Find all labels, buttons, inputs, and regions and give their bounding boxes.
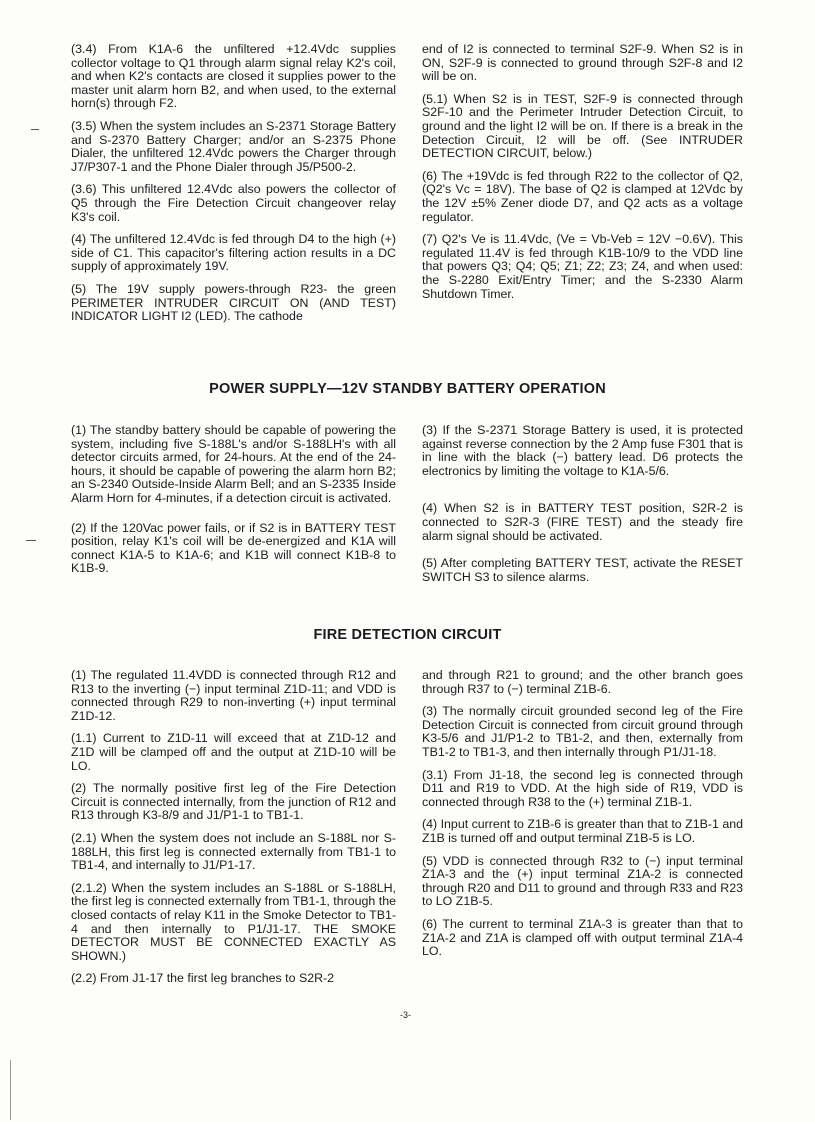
paragraph: (7) Q2's Ve is 11.4Vdc, (Ve = Vb-Veb = 12V −0.6V). This regulated 11.4V is fed through K1B-10/9 to the VDD line that powers Q3; Q4; Q5; Z1; Z2; Z3; Z4, and when used: the S-2280 Exit/Entry Timer; and the S-2330 Alarm Shutdown Timer.: [422, 232, 743, 301]
scan-mark: [31, 129, 39, 130]
paragraph: (3) The normally circuit grounded second leg of the Fire Detection Circuit is connected from circuit ground through K3-5/6 and J1/P1-2 to TB1-2, and then, externally from TB1-2 to TB1-3, and then internally through P1/J1-18.: [422, 704, 743, 759]
paragraph: (3.4) From K1A-6 the unfiltered +12.4Vdc supplies collector voltage to Q1 through alarm signal relay K2's coil, and when K2's contacts are closed it supplies power to the master unit alarm horn B2, and when used, to the external horn(s) through F2.: [71, 42, 396, 111]
paragraph: (2.2) From J1-17 the first leg branches to S2R-2: [71, 971, 335, 986]
paragraph: end of I2 is connected to terminal S2F-9. When S2 is in ON, S2F-9 is connected to ground through S2F-8 and I2 will be on.: [422, 42, 743, 84]
page-number: -3-: [400, 1010, 411, 1020]
paragraph: (5) VDD is connected through R32 to (−) input terminal Z1A-3 and the (+) input terminal Z1A-2 is connected through R20 and D11 to ground and through R33 and R23 to LO Z1B-5.: [422, 853, 743, 909]
section2-left-column: [71, 424, 396, 585]
paragraph: (4) Input current to Z1B-6 is greater than that to Z1B-1 and Z1B is turned off and output terminal Z1B-5 is LO.: [422, 817, 743, 845]
paragraph: (3.1) From J1-18, the second leg is connected through D11 and R19 to VDD. At the high side of R19, VDD is connected through R38 to the (+) terminal Z1B-1.: [422, 767, 743, 809]
section3-right-column: [422, 669, 743, 968]
top-left-column: [71, 43, 396, 333]
section3-left-column: [71, 669, 396, 995]
paragraph: (3) If the S-2371 Storage Battery is used, it is protected against reverse connection by the 2 Amp fuse F301 that is in line with the black (−) battery lead. D6 protects the electronics by limiting the voltage to K1A-5/6.: [422, 423, 743, 478]
paragraph: and through R21 to ground; and the other branch goes through R37 to (−) terminal Z1B-6.: [422, 668, 743, 696]
paragraph: (6) The current to terminal Z1A-3 is greater than that to Z1A-2 and Z1A is clamped off with output terminal Z1A-4 LO.: [422, 916, 743, 959]
paragraph: (4) The unfiltered 12.4Vdc is fed through D4 to the high (+) side of C1. This capacitor's filtering action results in a DC supply of approximately 19V.: [71, 232, 396, 274]
paragraph: (2.1.2) When the system includes an S-188L or S-188LH, the first leg is connected externally from TB1-1, through the closed contacts of relay K11 in the Smoke Detector to TB1-4 and then internally to P1/J1-17. THE SMOKE DETECTOR MUST BE CONNECTED EXACTLY AS SHOWN.): [71, 880, 396, 963]
scan-mark: [26, 540, 36, 541]
paragraph: (3.5) When the system includes an S-2371 Storage Battery and S-2370 Battery Charger; and/or an S-2375 Phone Dialer, the unfiltered 12.4Vdc powers the Charger through J7/P307-1 and the Phone Dialer through J5/P500-2.: [71, 118, 396, 174]
section2-right-column: [422, 424, 743, 593]
paragraph: (5.1) When S2 is in TEST, S2F-9 is connected through S2F-10 and the Perimeter Intruder Detection Circuit, to ground and the light I2 will be on. If there is a break in the Detection Circuit, I2 will be off. (See INTRUDER DETECTION CIRCUIT, below.): [422, 91, 743, 161]
paragraph: (1) The standby battery should be capable of powering the system, including five S-188L's and/or S-188LH's with all detector circuits armed, for 24-hours. At the end of the 24-hours, it should be capable of powering the alarm horn B2; an S-2340 Outside-Inside Alarm Bell; and an S-2335 Inside Alarm Horn for 4-minutes, if a detection circuit is activated.: [71, 423, 396, 505]
paragraph: (2) If the 120Vac power fails, or if S2 is in BATTERY TEST position, relay K1's coil will be de-energized and K1A will connect K1A-5 to K1A-6; and K1B will connect K1B-8 to K1B-9.: [71, 520, 396, 576]
paragraph: (2.1) When the system does not include an S-188L nor S-188LH, this first leg is connected externally from TB1-1 to TB1-4, and internally to J1/P1-17.: [71, 830, 396, 873]
section-heading-fire-detection: FIRE DETECTION CIRCUIT: [313, 627, 502, 643]
section-heading-power-supply: POWER SUPPLY—12V STANDBY BATTERY OPERATION: [209, 381, 606, 397]
paragraph: (5) The 19V supply powers-through R23- the green PERIMETER INTRUDER CIRCUIT ON (AND TEST) INDICATOR LIGHT I2 (LED). The cathode: [71, 281, 396, 324]
paragraph: (6) The +19Vdc is fed through R22 to the collector of Q2, (Q2's Vc = 18V). The base of Q2 is clamped at 12Vdc by the 12V ±5% Zener diode D7, and Q2 acts as a voltage regulator.: [422, 168, 743, 224]
paragraph: (3.6) This unfiltered 12.4Vdc also powers the collector of Q5 through the Fire Detection Circuit changeover relay K3's coil.: [71, 182, 396, 224]
scan-edge-line: [10, 1060, 11, 1120]
paragraph: (1) The regulated 11.4VDD is connected through R12 and R13 to the inverting (−) input terminal Z1D-11; and VDD is connected through R29 to non-inverting (+) input terminal Z1D-12.: [71, 668, 396, 723]
paragraph: (5) After completing BATTERY TEST, activate the RESET SWITCH S3 to silence alarms.: [422, 556, 743, 584]
top-right-column: [422, 43, 743, 310]
paragraph: (1.1) Current to Z1D-11 will exceed that at Z1D-12 and Z1D will be clamped off and the output at Z1D-10 will be LO.: [71, 731, 396, 773]
paragraph: (2) The normally positive first leg of the Fire Detection Circuit is connected internally, from the junction of R12 and R13 through K3-8/9 and J1/P1-1 to TB1-1.: [71, 781, 396, 823]
paragraph: (4) When S2 is in BATTERY TEST position, S2R-2 is connected to S2R-3 (FIRE TEST) and the steady fire alarm signal should be activated.: [422, 501, 743, 543]
